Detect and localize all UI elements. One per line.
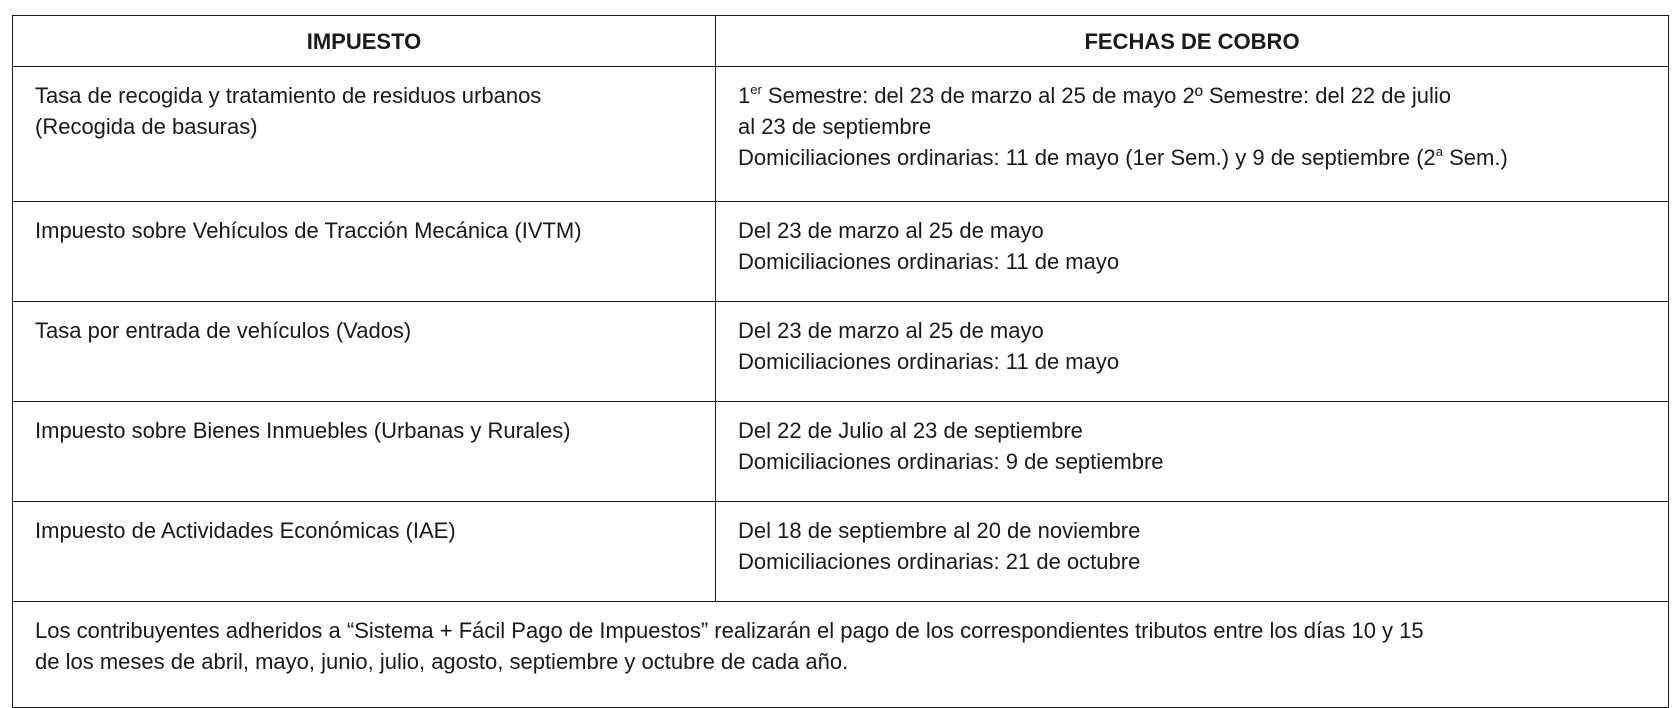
collection-dates-line: Del 23 de marzo al 25 de mayo [738, 318, 1044, 343]
collection-dates-cell [716, 502, 1669, 602]
tax-name-cell: Impuesto sobre Vehículos de Tracción Mecánica (IVTM) [13, 202, 716, 302]
direct-debit-line [738, 142, 1646, 173]
direct-debit-line: Domiciliaciones ordinarias: 21 de octubre [738, 549, 1141, 574]
table-row [13, 502, 1669, 602]
tax-calendar-table [12, 15, 1669, 708]
direct-debit-suffix: Sem.) [1443, 145, 1508, 170]
tax-name-line: Tasa de recogida y tratamiento de residuos urbanos [35, 83, 542, 108]
header-fechas-de-cobro: FECHAS DE COBRO [716, 16, 1669, 67]
footer-note-line: de los meses de abril, mayo, junio, julio, agosto, septiembre y octubre de cada año. [35, 649, 849, 674]
collection-dates-cell [716, 402, 1669, 502]
direct-debit-text: Domiciliaciones ordinarias: 11 de mayo (1er Sem.) y 9 de septiembre (2 [738, 145, 1436, 170]
tax-name-cell [13, 67, 716, 202]
ordinal-superscript: er [750, 82, 762, 97]
collection-dates-line: Del 23 de marzo al 25 de mayo [738, 218, 1044, 243]
table-row [13, 67, 1669, 202]
collection-dates-cell [716, 302, 1669, 402]
semester-dates-continuation: al 23 de septiembre [738, 114, 932, 139]
tax-name-cell: Impuesto sobre Bienes Inmuebles (Urbanas y Rurales) [13, 402, 716, 502]
ordinal-number: 1 [738, 83, 751, 108]
footer-note-line: Los contribuyentes adheridos a “Sistema + Fácil Pago de Impuestos” realizarán el pago de los correspondientes tributos entre los días 10 y 15 [35, 618, 1424, 643]
collection-dates-cell [716, 67, 1669, 202]
header-impuesto: IMPUESTO [13, 16, 716, 67]
ordinal-superscript: a [1435, 144, 1444, 159]
semester-dates-text: Semestre: del 23 de marzo al 25 de mayo 2º Semestre: del 22 de julio [761, 83, 1451, 108]
tax-name-line: (Recogida de basuras) [35, 114, 258, 139]
tax-name-cell: Tasa por entrada de vehículos (Vados) [13, 302, 716, 402]
collection-dates-line: Del 22 de Julio al 23 de septiembre [738, 418, 1083, 443]
collection-dates-line: Del 18 de septiembre al 20 de noviembre [738, 518, 1141, 543]
footer-note-cell [13, 602, 1669, 708]
table-row [13, 302, 1669, 402]
collection-dates-cell [716, 202, 1669, 302]
semester-dates-line [738, 80, 1646, 111]
table-row [13, 402, 1669, 502]
tax-name-cell: Impuesto de Actividades Económicas (IAE) [13, 502, 716, 602]
table-header-row [13, 16, 1669, 67]
footer-row [13, 602, 1669, 708]
direct-debit-line: Domiciliaciones ordinarias: 11 de mayo [738, 349, 1120, 374]
direct-debit-line: Domiciliaciones ordinarias: 11 de mayo [738, 249, 1120, 274]
direct-debit-line: Domiciliaciones ordinarias: 9 de septiembre [738, 449, 1164, 474]
table-row [13, 202, 1669, 302]
